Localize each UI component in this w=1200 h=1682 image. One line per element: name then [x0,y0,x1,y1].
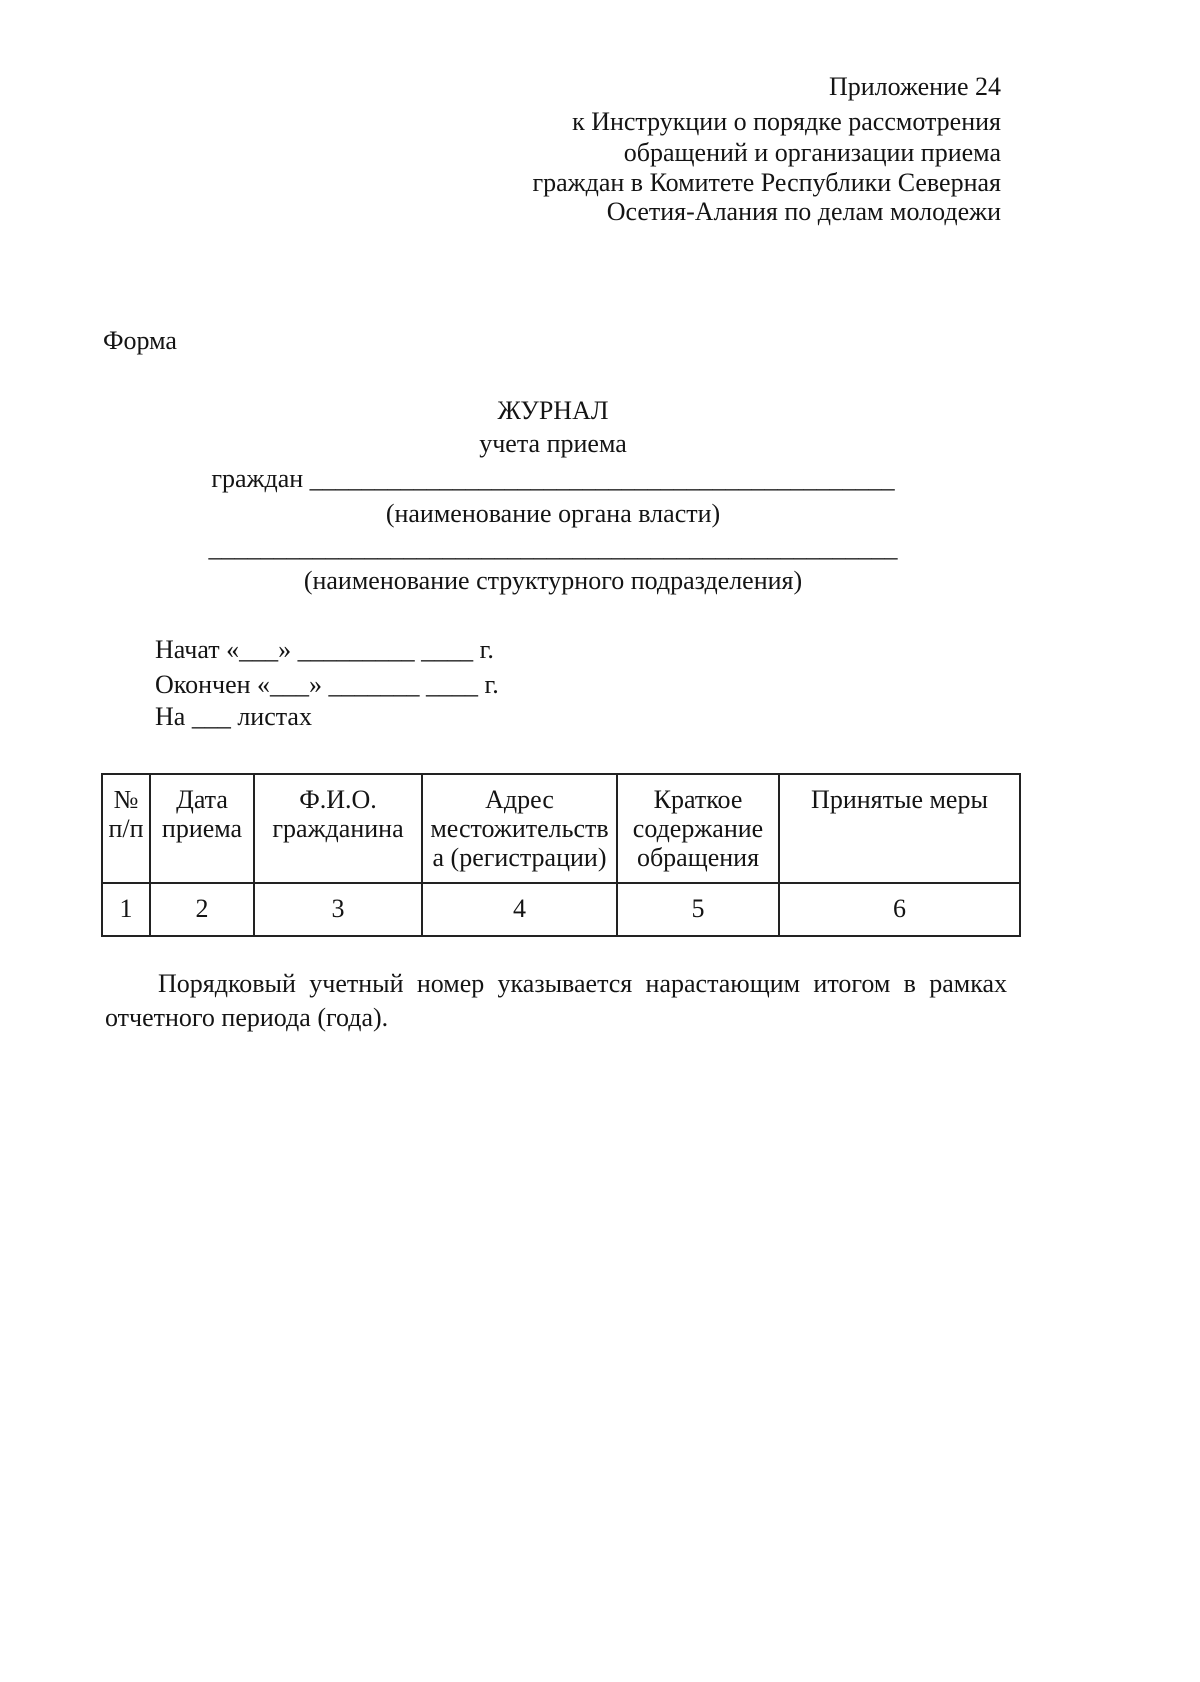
appendix-reference-line: граждан в Комитете Республики Северная [532,168,1001,197]
column-number-cell: 4 [422,883,617,936]
numbering-note: Порядковый учетный номер указывается нарастающим итогом в рамках отчетного периода (года). [105,969,1007,1032]
appendix-title: Приложение 24 [828,72,1001,101]
citizens-label: граждан [211,464,304,493]
appendix-reference-line: обращений и организации приема [623,138,1001,167]
table-column-numbers-row [102,883,1020,936]
column-number-cell: 2 [150,883,254,936]
appendix-reference-line: к Инструкции о порядке рассмотрения [572,107,1001,136]
authority-blank-line: _____________________________________________ [309,464,895,493]
column-number-cell: 1 [102,883,150,936]
column-header-citizen-name: Ф.И.О. гражданина [254,774,422,883]
column-header-summary: Краткое содержание обращения [617,774,779,883]
journal-title: ЖУРНАЛ [497,396,609,425]
authority-caption: (наименование органа власти) [385,499,721,528]
column-number-cell: 5 [617,883,779,936]
form-label: Форма [103,326,177,355]
column-number-cell: 3 [254,883,422,936]
appendix-reference-line: Осетия-Алания по делам молодежи [606,197,1001,226]
journal-start-date: Начат «___» _________ ____ г. [155,635,494,664]
column-header-address: Адрес местожительств а (регистрации) [422,774,617,883]
column-header-measures: Принятые меры [779,774,1020,883]
journal-sheet-count: На ___ листах [155,702,312,731]
table-header-row [102,774,1020,883]
citizens-line [103,464,1003,494]
reception-journal-table [101,773,1021,937]
division-caption: (наименование структурного подразделения) [303,566,803,595]
column-number-cell: 6 [779,883,1020,936]
journal-end-date: Окончен «___» _______ ____ г. [155,670,499,699]
column-header-number: № п/п [102,774,150,883]
division-blank-line: _____________________________________________________ [208,533,898,562]
column-header-date: Дата приема [150,774,254,883]
journal-subtitle: учета приема [479,429,627,458]
